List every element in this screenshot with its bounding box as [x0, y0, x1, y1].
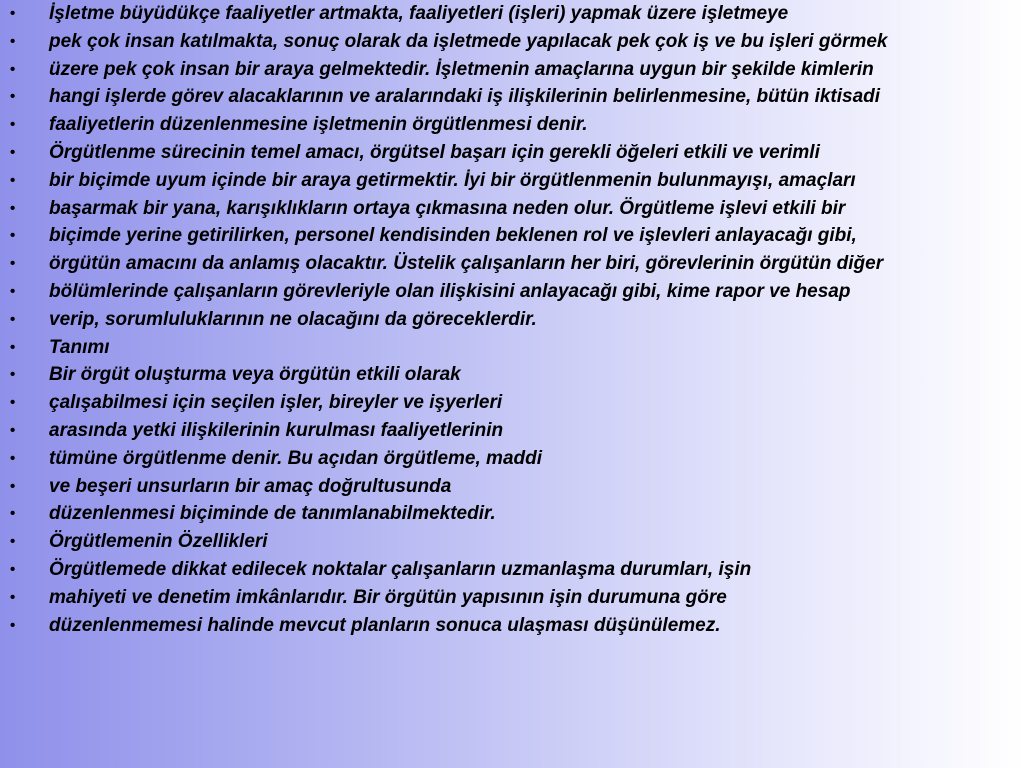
bullet-marker-icon: • [10, 338, 16, 356]
bullet-text: Tanımı [49, 336, 110, 358]
bullet-marker-icon: • [10, 533, 16, 551]
bullet-item [0, 4, 1020, 23]
bullet-item [0, 393, 1020, 412]
bullet-marker-icon: • [10, 5, 16, 22]
bullet-marker-icon: • [10, 477, 16, 495]
bullet-marker-icon: • [10, 588, 16, 606]
bullet-marker-icon: • [10, 60, 16, 78]
bullet-marker-icon: • [10, 116, 16, 134]
bullet-text: başarmak bir yana, karışıklıkların ortaya çıkmasına neden olur. Örgütleme işlevi etkili bir [49, 197, 846, 219]
bullet-text: Örgütlenme sürecinin temel amacı, örgütsel başarı için gerekli öğeleri etkili ve verimli [49, 141, 820, 163]
bullet-text: mahiyeti ve denetim imkânlarıdır. Bir örgütün yapısının işin durumuna göre [49, 586, 727, 608]
bullet-text: bir biçimde uyum içinde bir araya getirmektir. İyi bir örgütlenmenin bulunmayışı, amaçları [49, 169, 856, 191]
bullet-text: örgütün amacını da anlamış olacaktır. Üstelik çalışanların her biri, görevlerinin örgütün diğer [49, 253, 884, 275]
bullet-text: Örgütlemede dikkat edilecek noktalar çalışanların uzmanlaşma durumları, işin [49, 558, 752, 580]
bullet-marker-icon: • [10, 560, 16, 578]
bullet-item [0, 560, 1020, 579]
bullet-item [0, 254, 1020, 273]
bullet-item [0, 365, 1020, 384]
bullet-item [0, 477, 1020, 496]
bullet-marker-icon: • [10, 171, 16, 189]
bullet-marker-icon: • [10, 282, 16, 300]
bullet-item [0, 504, 1020, 523]
bullet-marker-icon: • [10, 227, 16, 245]
bullet-text: hangi işlerde görev alacaklarının ve aralarındaki iş ilişkilerinin belirlenmesine, bütün iktisadi [49, 86, 881, 108]
bullet-item [0, 449, 1020, 468]
bullet-marker-icon: • [10, 505, 16, 523]
bullet-item [0, 226, 1020, 245]
bullet-item [0, 171, 1020, 190]
bullet-text: Örgütlemenin Özellikleri [49, 531, 268, 553]
bullet-text: faaliyetlerin düzenlenmesine işletmenin örgütlenmesi denir. [49, 114, 588, 136]
bullet-item [0, 338, 1020, 357]
bullet-marker-icon: • [10, 143, 16, 161]
bullet-text: üzere pek çok insan bir araya gelmektedir. İşletmenin amaçlarına uygun bir şekilde kimlerin [49, 58, 874, 80]
bullet-item [0, 532, 1020, 551]
bullet-marker-icon: • [10, 449, 16, 467]
bullet-marker-icon: • [10, 394, 16, 412]
bullet-text: verip, sorumluluklarının ne olacağını da göreceklerdir. [49, 308, 537, 330]
bullet-item [0, 616, 1020, 635]
bullet-text: düzenlenmemesi halinde mevcut planların sonuca ulaşması düşünülemez. [49, 614, 721, 636]
bullet-text: bölümlerinde çalışanların görevleriyle olan ilişkisini anlayacağı gibi, kime rapor ve hesap [49, 280, 851, 302]
bullet-marker-icon: • [10, 310, 16, 328]
bullet-text: düzenlenmesi biçiminde de tanımlanabilmektedir. [49, 503, 496, 525]
bullet-item [0, 282, 1020, 301]
bullet-marker-icon: • [10, 421, 16, 439]
bullet-item [0, 588, 1020, 607]
bullet-item [0, 115, 1020, 134]
bullet-text: çalışabilmesi için seçilen işler, bireyler ve işyerleri [49, 392, 503, 414]
bullet-text: biçimde yerine getirilirken, personel kendisinden beklenen rol ve işlevleri anlayacağı gibi, [49, 225, 857, 247]
bullet-marker-icon: • [10, 255, 16, 273]
bullet-text: İşletme büyüdükçe faaliyetler artmakta, faaliyetleri (işleri) yapmak üzere işletmeye [49, 3, 789, 24]
bullet-list [0, 4, 1020, 643]
bullet-item [0, 199, 1020, 218]
bullet-text: ve beşeri unsurların bir amaç doğrultusunda [49, 475, 452, 497]
bullet-text: pek çok insan katılmakta, sonuç olarak da işletmede yapılacak pek çok iş ve bu işleri görmek [49, 30, 888, 52]
bullet-marker-icon: • [10, 88, 16, 106]
bullet-item [0, 310, 1020, 329]
bullet-item [0, 87, 1020, 106]
bullet-item [0, 143, 1020, 162]
bullet-item [0, 421, 1020, 440]
bullet-marker-icon: • [10, 199, 16, 217]
bullet-item [0, 32, 1020, 51]
bullet-marker-icon: • [10, 32, 16, 50]
bullet-text: arasında yetki ilişkilerinin kurulması faaliyetlerinin [49, 419, 504, 441]
bullet-marker-icon: • [10, 616, 16, 634]
bullet-item [0, 60, 1020, 79]
bullet-text: Bir örgüt oluşturma veya örgütün etkili olarak [49, 364, 461, 386]
bullet-marker-icon: • [10, 366, 16, 384]
bullet-text: tümüne örgütlenme denir. Bu açıdan örgütleme, maddi [49, 447, 543, 469]
